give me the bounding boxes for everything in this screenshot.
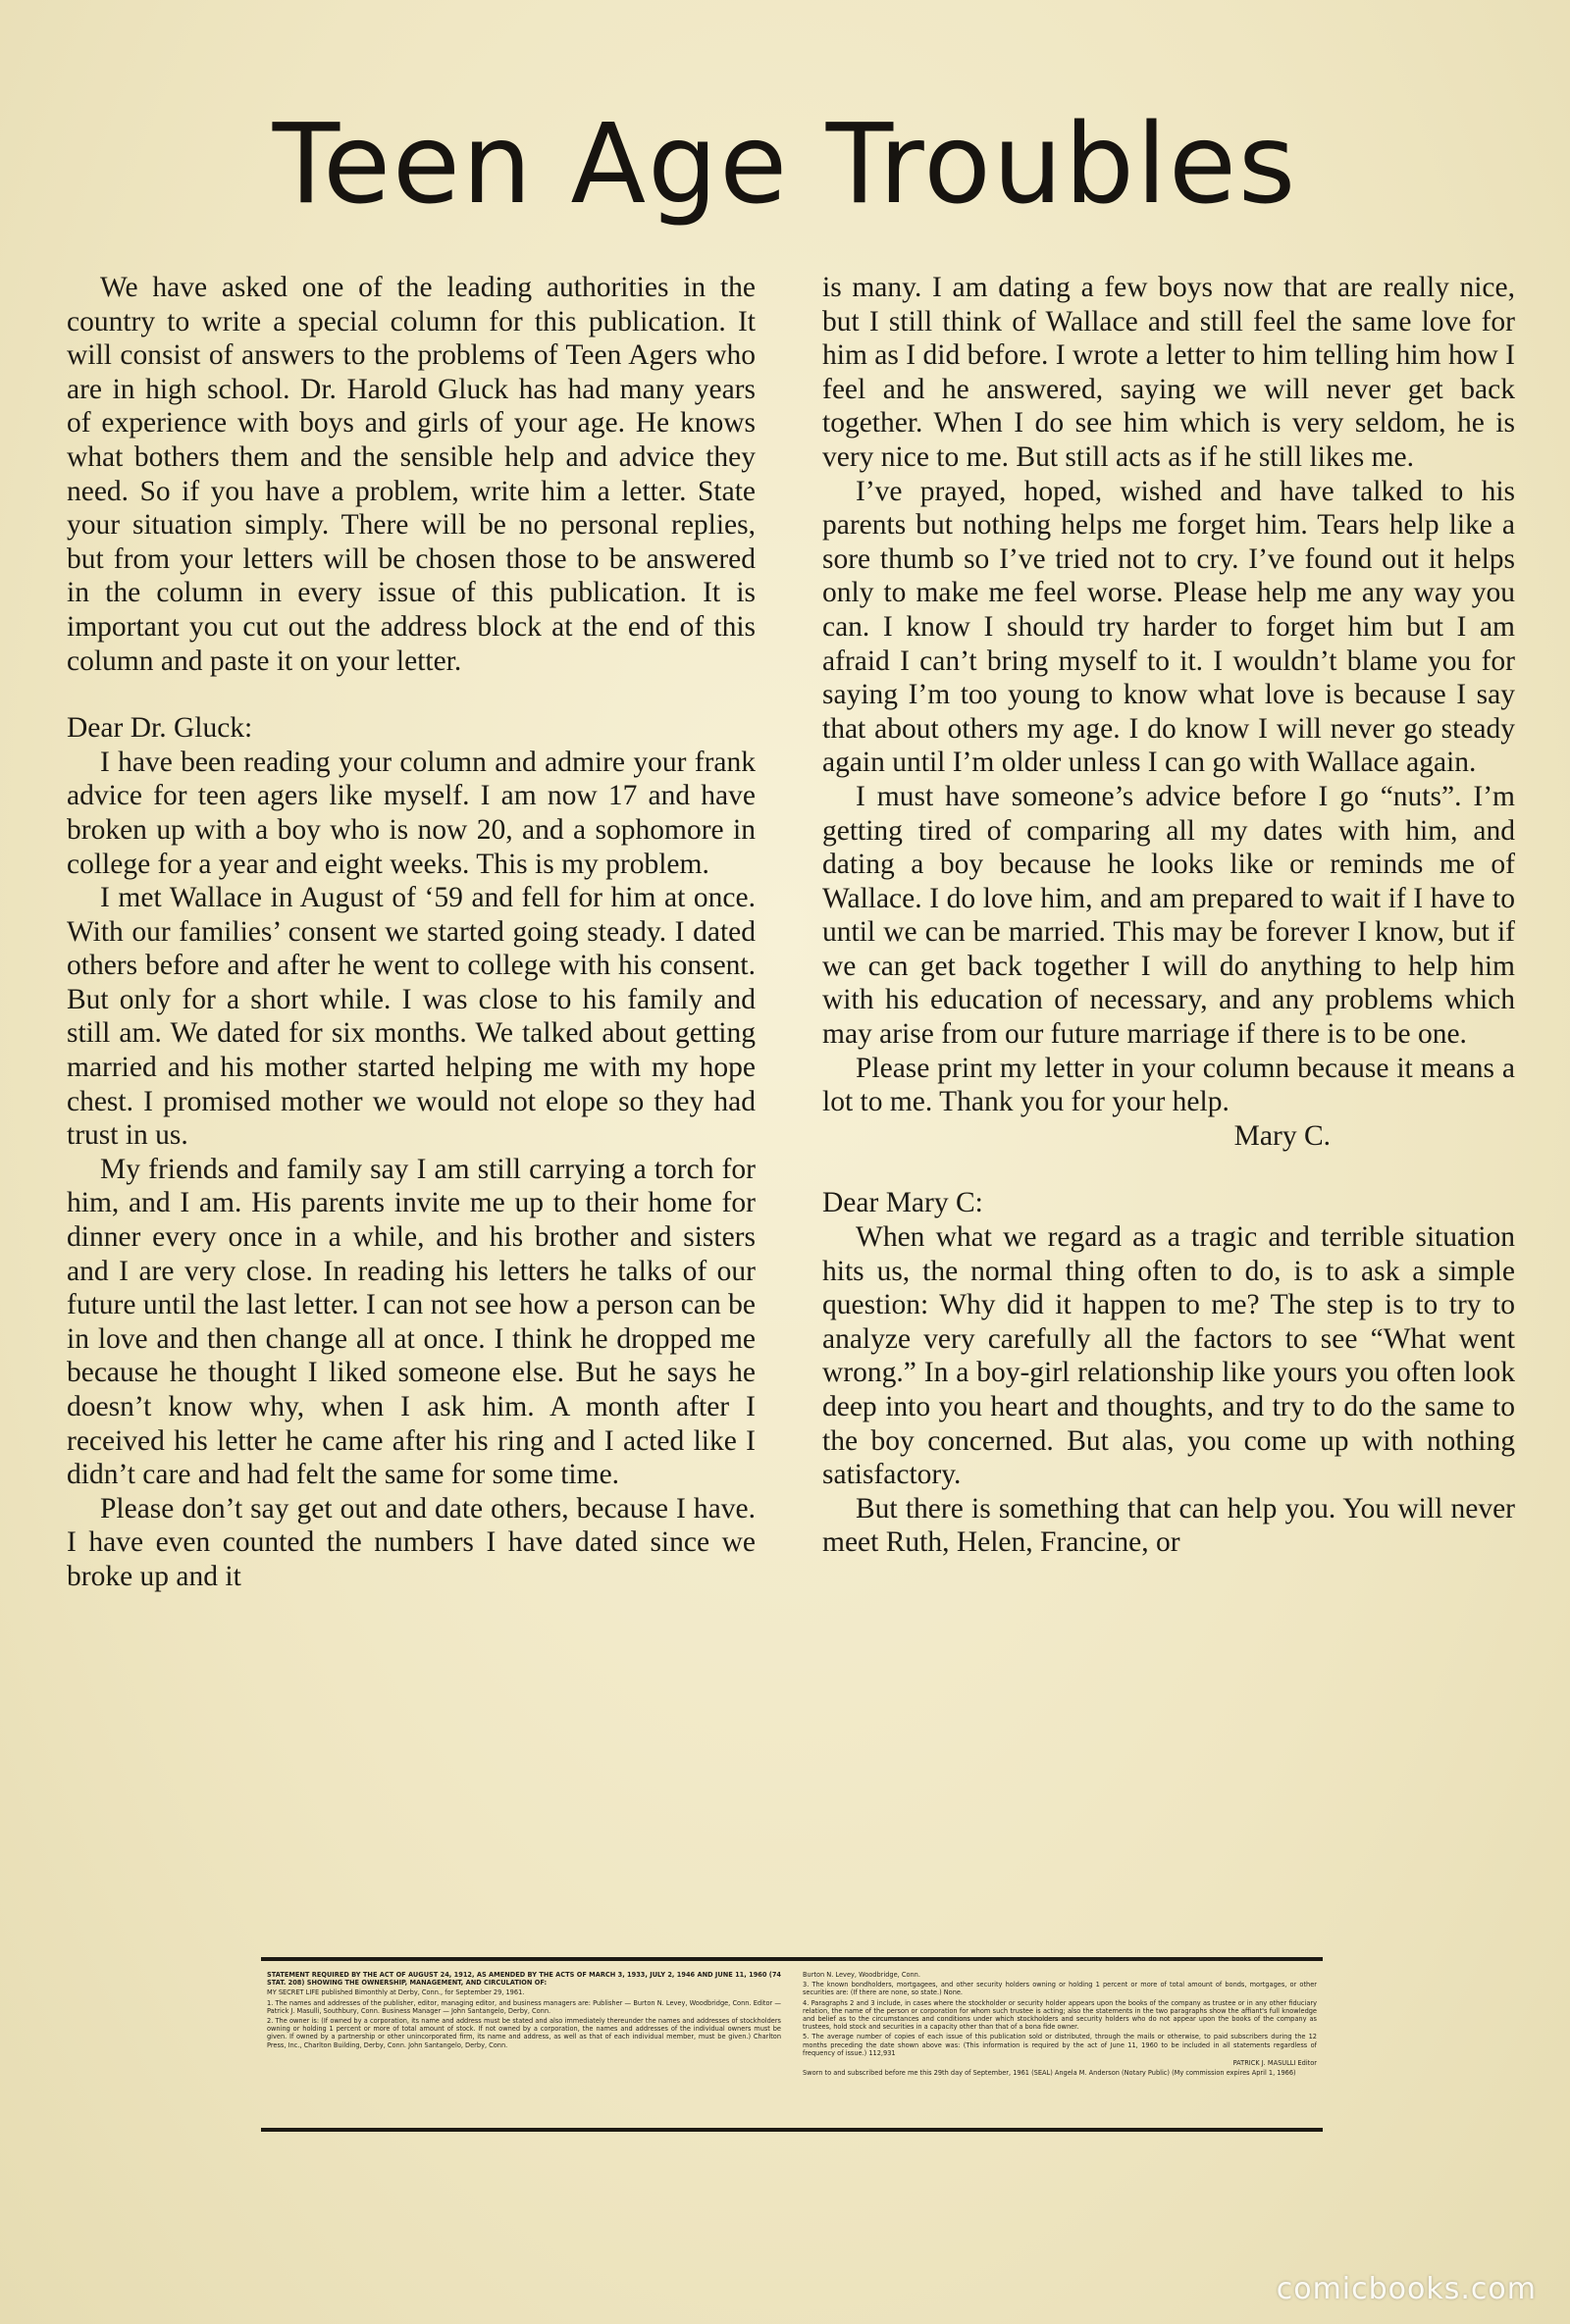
statement-text: Burton N. Levey, Woodbridge, Conn.: [803, 1971, 920, 1979]
statement-text: 2. The owner is: (If owned by a corporation, its name and address must be stated and also immediately thereunder the names and addresses of stockholders owning or holding 1 percent or more of total amount of stock. If not owned by a corporation, the names and addresses of the individual owners must be given. If owned by a partnership or other unincorporated firm, its name and address, as well as that of each individual member, must be given.) Charlton Press, Inc., Charlton Building, Derby, Conn. John Santangelo, Derby, Conn.: [267, 2017, 781, 2049]
reply-salutation: Dear Mary C:: [822, 1187, 983, 1219]
reply-paragraph: When what we regard as a tragic and terrible situation hits us, the normal thing often to do, is to ask a simple question: Why did it happen to me? The step is to try to analyze very carefully all the factors to see “What went wrong.” In a boy-girl relationship like yours you often look deep into you heart and thoughts, and try to do the same to the boy concerned. But alas, you come up with nothing satisfactory.: [822, 1221, 1515, 1491]
letter-paragraph: Please don’t say get out and date others, because I have. I have even counted the numbers I have dated since we broke up and it: [67, 1492, 756, 1592]
statement-text: MY SECRET LIFE published Bimonthly at Derby, Conn., for September 29, 1961.: [267, 1988, 525, 1997]
statement-text: 4. Paragraphs 2 and 3 include, in cases where the stockholder or security holder appears upon the books of the company as trustee or in any other fiduciary relation, the name of the person or corporation for whom such trustee is acting; also the statements in the two paragraphs show the affiant's full knowledge and belief as to the circumstances and conditions under which stockholders and security holders who do not appear upon the books of the company as trustees, hold stock and securities in a capacity other than that of a bona fide owner.: [803, 1998, 1317, 2032]
statement-text: 3. The known bondholders, mortgagees, and other security holders owning or holding 1 percent or more of total amount of bonds, mortgages, or other securities are: (If there are none, so state.) None.: [803, 1981, 1317, 1997]
statement-editor: PATRICK J. MASULLI Editor: [1232, 2059, 1317, 2068]
letter-salutation: Dear Dr. Gluck:: [67, 712, 253, 745]
intro-paragraph: We have asked one of the leading authorities in the country to write a special column for this publication. It will consist of answers to the problems of Teen Agers who are in high school. Dr. Harold Gluck has had many years of experience with boys and girls of your age. He knows what bothers them and the sensible help and advice they need. So if you have a problem, write him a letter. State your situation simply. There will be no personal replies, but from your letters will be chosen those to be answered in the column in every issue of this publication. It is important you cut out the address block at the end of this column and paste it on your letter.: [67, 272, 756, 677]
letter-paragraph: I’ve prayed, hoped, wished and have talked to his parents but nothing helps me forget him. Tears help like a sore thumb so I’ve tried not to cry. I’ve found out it helps only to make me feel worse. Please help me any way you can. I know I should try harder to forget him but I am afraid I can’t bring myself to it. I wouldn’t blame you for saying I’m too young to know what love is because I say that about others my age. I do know I will never go steady again until I’m older unless I can go with Wallace again.: [822, 475, 1515, 779]
letter-paragraph: I met Wallace in August of ‘59 and fell for him at once. With our families’ consent we started going steady. I dated others before and after he went to college with his consent. But only for a short while. I was close to his family and still am. We dated for six months. We talked about getting married and his mother started helping me with my hope chest. I promised mother we would not elope so they had trust in us.: [67, 882, 756, 1152]
ownership-statement: [261, 1957, 1323, 2132]
statement-text: 1. The names and addresses of the publisher, editor, managing editor, and business managers are: Publisher — Burton N. Levey, Woodbridge, Conn. Editor — Patrick J. Masulli, Southbury, Conn. Business Manager — John Santangelo, Derby, Conn.: [267, 1998, 781, 2015]
letter-signature: Mary C.: [1233, 1119, 1331, 1152]
letter-paragraph: Please print my letter in your column because it means a lot to me. Thank you for your help.: [822, 1052, 1515, 1118]
column-right: [822, 271, 1515, 1560]
statement-text: 5. The average number of copies of each issue of this publication sold or distributed, through the mails or otherwise, to paid subscribers during the 12 months preceding the date shown above was: (This information is required by the act of June 11, 1960 to be included in all statements regardless of frequency of issue.) 112,931: [803, 2033, 1317, 2057]
letter-paragraph: I must have someone’s advice before I go “nuts”. I’m getting tired of comparing all my dates with him, and dating a boy because he looks like or reminds me of Wallace. I do love him, and am prepared to wait if I have to until we can be married. This may be forever I know, but if we can get back together I will do anything to help him with his education of necessary, and any problems which may arise from our future marriage if there is to be one.: [822, 780, 1515, 1051]
ownership-statement-right: [803, 1971, 1317, 2118]
source-watermark: comicbooks.com: [1276, 2272, 1537, 2306]
ownership-statement-left: [267, 1971, 781, 2118]
reply-paragraph: But there is something that can help you. You will never meet Ruth, Helen, Francine, or: [822, 1492, 1515, 1559]
column-left: [67, 271, 756, 1594]
letter-paragraph: I have been reading your column and admire your frank advice for teen agers like myself. I am now 17 and have broken up with a boy who is now 20, and a sophomore in college for a year and eight weeks. This is my problem.: [67, 746, 756, 880]
statement-heading: STATEMENT REQUIRED BY THE ACT OF AUGUST 24, 1912, AS AMENDED BY THE ACTS OF MARCH 3, 1933, JULY 2, 1946 AND JUNE 11, 1960 (74 STAT. 208) SHOWING THE OWNERSHIP, MANAGEMENT, AND CIRCULATION OF:: [267, 1971, 781, 1988]
letter-paragraph-continued: is many. I am dating a few boys now that are really nice, but I still think of Wallace and still feel the same love for him as I did before. I wrote a letter to him telling him how I feel and he answered, saying we will never get back together. When I do see him which is very seldom, he is very nice to me. But still acts as if he still likes me.: [822, 272, 1515, 473]
page-title: Teen Age Troubles: [272, 101, 1298, 229]
letter-paragraph: My friends and family say I am still carrying a torch for him, and I am. His parents invite me up to their home for dinner every once in a while, and his brother and sisters and I are very close. In reading his letters he talks of our future until the last letter. I can not see how a person can be in love and then change all at once. I think he dropped me because he thought I liked someone else. But he says he doesn’t know why, when I ask him. A month after I received his letter he came after his ring and I acted like I didn’t care and had felt the same for some time.: [67, 1153, 756, 1491]
statement-notary: Sworn to and subscribed before me this 29th day of September, 1961 (SEAL) Angela M. Anderson (Notary Public) (My commission expires April 1, 1966): [803, 2069, 1296, 2078]
